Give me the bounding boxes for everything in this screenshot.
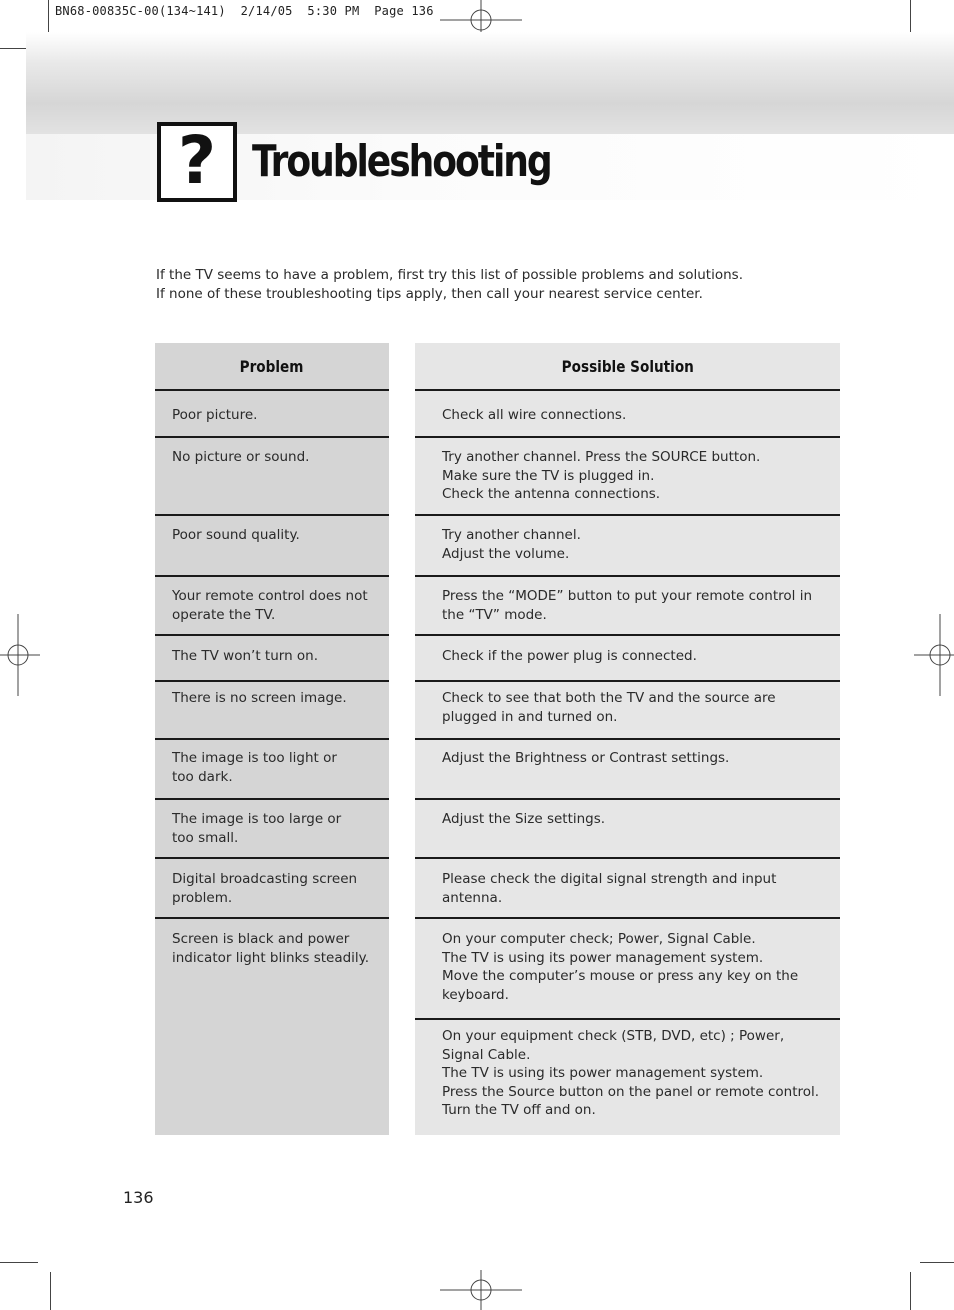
row-divider bbox=[155, 798, 389, 800]
registration-mark-icon bbox=[440, 1270, 522, 1310]
solution-cell: Check all wire connections. bbox=[442, 407, 627, 423]
row-divider bbox=[415, 680, 840, 682]
solution-cell: Check to see that both the TV and the source are plugged in and turned on. bbox=[442, 690, 776, 725]
question-mark-glyph: ? bbox=[177, 122, 217, 199]
problem-cell: Poor picture. bbox=[172, 407, 258, 423]
row-divider bbox=[155, 436, 389, 438]
crop-mark bbox=[0, 1262, 38, 1263]
problem-cell: The TV won’t turn on. bbox=[172, 648, 319, 664]
solution-cell: Adjust the Size settings. bbox=[442, 811, 606, 827]
row-divider bbox=[415, 857, 840, 859]
solution-cell: Check if the power plug is connected. bbox=[442, 648, 697, 664]
problem-cell: Poor sound quality. bbox=[172, 527, 300, 543]
header-band bbox=[26, 32, 954, 134]
intro-line: If the TV seems to have a problem, first try this list of possible problems and solutions. bbox=[156, 267, 743, 283]
question-mark-icon bbox=[157, 122, 237, 202]
problem-cell: No picture or sound. bbox=[172, 449, 310, 465]
problem-cell: Screen is black and power indicator light blinks steadily. bbox=[172, 931, 370, 966]
intro-text bbox=[156, 266, 743, 303]
page-number: 136 bbox=[123, 1188, 154, 1207]
row-divider bbox=[415, 514, 840, 516]
solution-cell: Adjust the Brightness or Contrast settings. bbox=[442, 750, 730, 766]
row-divider bbox=[155, 680, 389, 682]
problem-cell: Digital broadcasting screen problem. bbox=[172, 871, 358, 906]
crop-mark bbox=[50, 1272, 51, 1310]
problem-cell: The image is too light or too dark. bbox=[172, 750, 337, 785]
row-divider bbox=[155, 575, 389, 577]
print-slug: BN68-00835C-00(134~141) 2/14/05 5:30 PM Page 136 bbox=[55, 4, 434, 18]
row-divider bbox=[415, 389, 840, 391]
registration-mark-icon bbox=[0, 614, 40, 696]
solution-cell: Please check the digital signal strength and input antenna. bbox=[442, 871, 777, 906]
problem-header: Problem bbox=[240, 357, 304, 376]
page-title: Troubleshooting bbox=[252, 136, 551, 187]
row-divider bbox=[415, 1018, 840, 1020]
solution-cell: Try another channel. Adjust the volume. bbox=[442, 527, 581, 562]
row-divider bbox=[155, 917, 389, 919]
solution-cell: Try another channel. Press the SOURCE button. Make sure the TV is plugged in. Check the antenna connections. bbox=[442, 449, 761, 502]
solution-cell: Press the “MODE” button to put your remote control in the “TV” mode. bbox=[442, 588, 813, 623]
row-divider bbox=[155, 634, 389, 636]
row-divider bbox=[155, 857, 389, 859]
problem-cell: The image is too large or too small. bbox=[172, 811, 342, 846]
problem-cell: There is no screen image. bbox=[172, 690, 347, 706]
row-divider bbox=[415, 634, 840, 636]
solution-cell: On your equipment check (STB, DVD, etc) ; Power, Signal Cable. The TV is using its power management system. Press the Source button on the panel or remote control. Turn the TV off and on. bbox=[442, 1028, 820, 1118]
row-divider bbox=[415, 798, 840, 800]
problem-cell: Your remote control does not operate the TV. bbox=[172, 588, 368, 623]
row-divider bbox=[415, 917, 840, 919]
row-divider bbox=[155, 738, 389, 740]
row-divider bbox=[415, 436, 840, 438]
registration-mark-icon bbox=[914, 614, 954, 696]
solution-header: Possible Solution bbox=[561, 357, 694, 376]
row-divider bbox=[155, 514, 389, 516]
row-divider bbox=[415, 738, 840, 740]
crop-mark bbox=[920, 1262, 954, 1263]
solution-cell: On your computer check; Power, Signal Cable. The TV is using its power management system. Move the computer’s mouse or press any key on the keyboard. bbox=[442, 931, 799, 1003]
crop-mark bbox=[910, 1272, 911, 1310]
row-divider bbox=[415, 575, 840, 577]
row-divider bbox=[155, 389, 389, 391]
intro-line: If none of these troubleshooting tips apply, then call your nearest service center. bbox=[156, 285, 703, 302]
